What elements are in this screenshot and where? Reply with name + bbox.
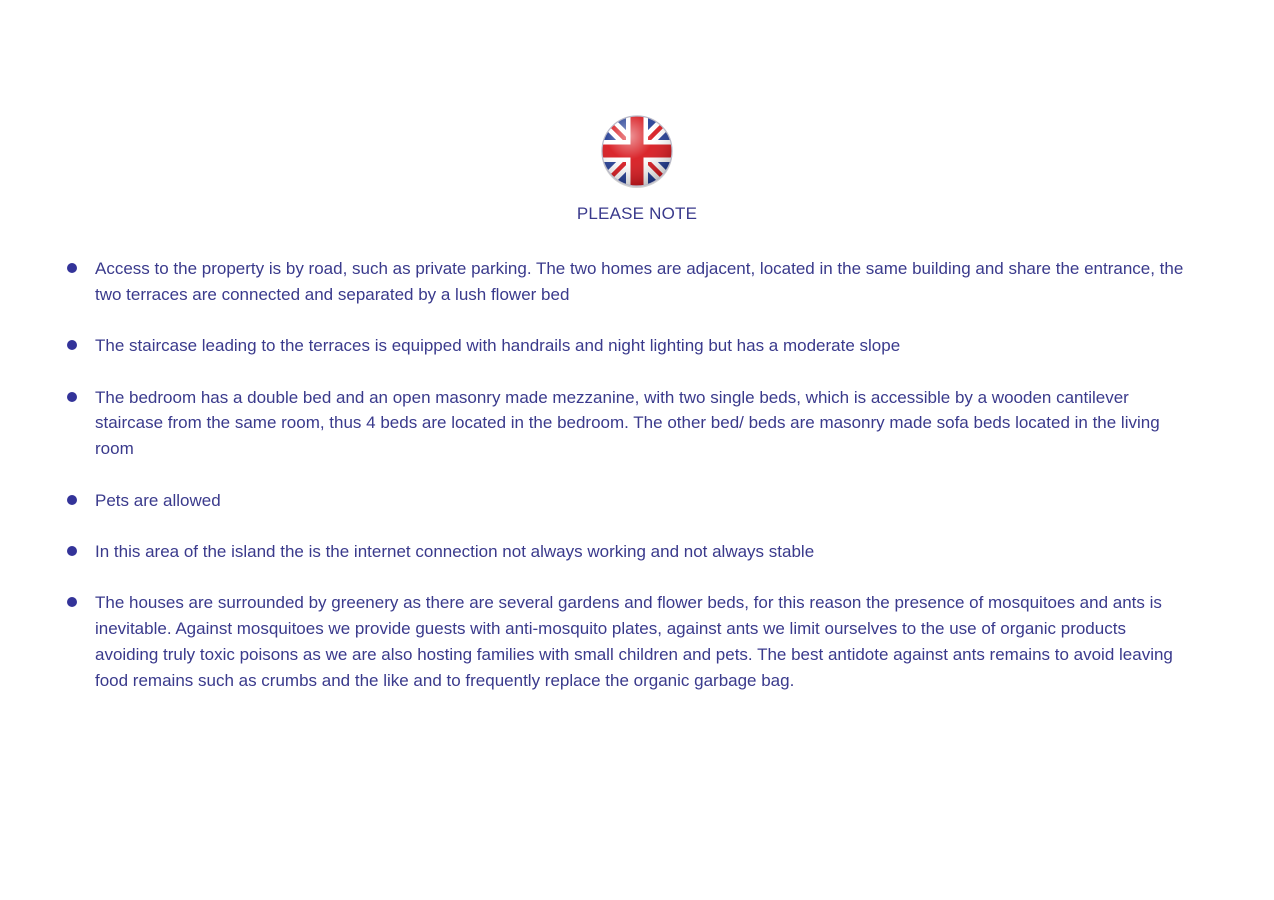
page-title: PLEASE NOTE [576, 204, 698, 223]
note-text: Access to the property is by road, such as private parking. The two homes are adjacent, located in the same building and share the entrance, the two terraces are connected and separated by a lush flower bed [95, 259, 1184, 304]
notes-list [65, 256, 1185, 719]
note-text: The bedroom has a double bed and an open masonry made mezzanine, with two single beds, which is accessible by a wooden cantilever staircase from the same room, thus 4 beds are located in the bedroom. The other bed/ beds are masonry made sofa beds located in the living room [95, 387, 1160, 459]
list-item [65, 256, 1185, 308]
list-item [65, 333, 1185, 359]
list-item [65, 488, 1185, 514]
bullet-icon [67, 263, 77, 273]
list-item [65, 539, 1185, 565]
bullet-icon [67, 597, 77, 607]
bullet-icon [67, 392, 77, 402]
uk-flag-icon [600, 114, 674, 188]
note-text: The staircase leading to the terraces is equipped with handrails and night lighting but has a moderate slope [95, 336, 901, 356]
bullet-icon [67, 495, 77, 505]
list-item [65, 590, 1185, 693]
note-text: Pets are allowed [95, 490, 221, 510]
bullet-icon [67, 340, 77, 350]
list-item [65, 385, 1185, 462]
bullet-icon [67, 546, 77, 556]
note-text: The houses are surrounded by greenery as there are several gardens and flower beds, for this reason the presence of mosquitoes and ants is inevitable. Against mosquitoes we provide guests with anti-mosquito plates, against ants we limit ourselves to the use of organic products avoiding truly toxic poisons as we are also hosting families with small children and pets. The best antidote against ants remains to avoid leaving food remains such as crumbs and the like and to frequently replace the organic garbage bag. [95, 593, 1173, 690]
note-text: In this area of the island the is the internet connection not always working and not always stable [95, 541, 815, 561]
